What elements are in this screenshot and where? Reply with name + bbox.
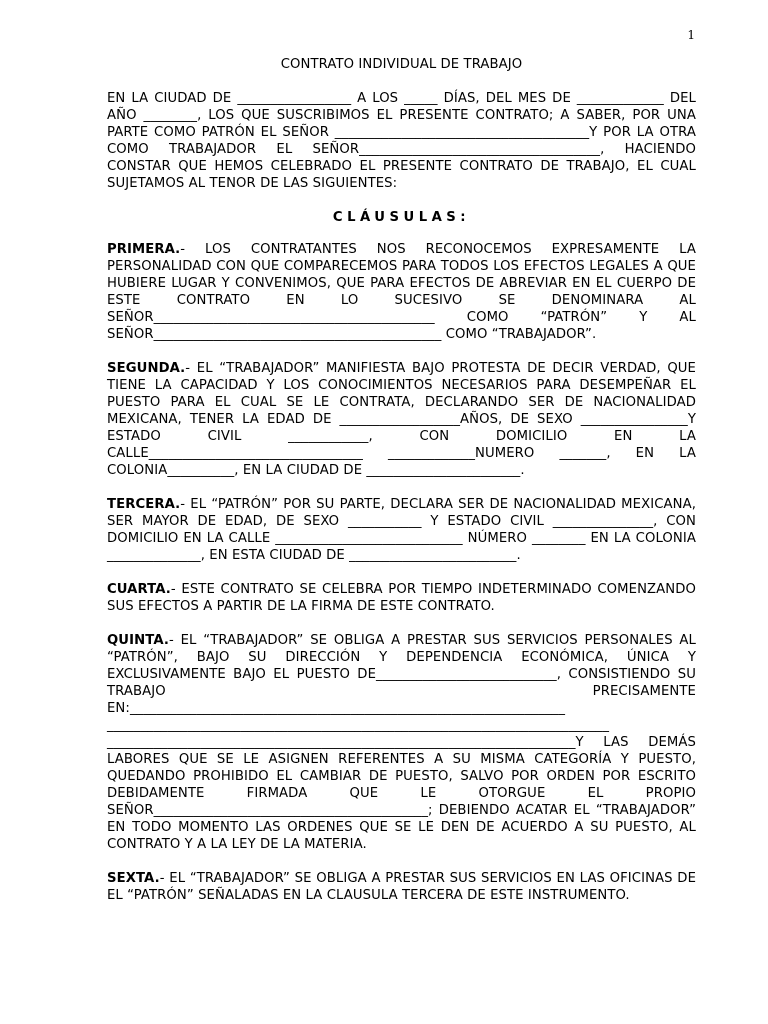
clause-sexta (107, 870, 696, 904)
clause-text: - EL “PATRÓN” POR SU PARTE, DECLARA SER DE NACIONALIDAD MEXICANA, SER MAYOR DE EDAD, DE SEXO ___________ Y ESTADO CIVIL _______________, CON DOMICILIO EN LA CALLE ____________________________ NÚMERO ________ EN LA COLONIA ______________, EN ESTA CIUDAD DE _________________________. (107, 497, 696, 563)
clause-segunda (107, 360, 696, 479)
document-title: CONTRATO INDIVIDUAL DE TRABAJO (280, 57, 523, 72)
clause-label: CUARTA. (107, 582, 171, 597)
clause-primera (107, 241, 696, 343)
clause-label: QUINTA. (107, 633, 169, 648)
clause-text: - EL “TRABAJADOR” SE OBLIGA A PRESTAR SUS SERVICIOS EN LAS OFICINAS DE EL “PATRÓN” SEÑALADAS EN LA CLAUSULA TERCERA DE ESTE INSTRUMENTO. (107, 871, 696, 903)
clause-text: - EL “TRABAJADOR” SE OBLIGA A PRESTAR SUS SERVICIOS PERSONALES AL “PATRÓN”, BAJO SU DIRECCIÓN Y DEPENDENCIA ECONÓMICA, ÚNICA Y EXCLUSIVAMENTE BAJO EL PUESTO DE___________________________, CONSISTIENDO SU TRABAJO PRECISAMENTE EN:_________________________________________________________________ ___________________________________________________________________________ ______________________________________________________________________Y LAS DEMÁS LABORES QUE SE LE ASIGNEN REFERENTES A SU MISMA CATEGORÍA Y PUESTO, QUEDANDO PROHIBIDO EL CAMBIAR DE PUESTO, SALVO POR ORDEN POR ESCRITO DEBIDAMENTE FIRMADA QUE LE OTORGUE EL PROPIO SEÑOR_________________________________________; DEBIENDO ACATAR EL “TRABAJADOR” EN TODO MOMENTO LAS ORDENES QUE SE LE DEN DE ACUERDO A SU PUESTO, AL CONTRATO Y A LA LEY DE LA MATERIA. (107, 633, 696, 852)
clause-label: TERCERA. (107, 497, 181, 512)
clause-label: SEXTA. (107, 871, 160, 886)
clause-label: SEGUNDA. (107, 361, 186, 376)
clause-label: PRIMERA. (107, 242, 181, 257)
clause-text: - LOS CONTRATANTES NOS RECONOCEMOS EXPRESAMENTE LA PERSONALIDAD CON QUE COMPARECEMOS PARA TODOS LOS EFECTOS LEGALES A QUE HUBIERE LUGAR Y CONVENIMOS, QUE PARA EFECTOS DE ABREVIAR EN EL CUERPO DE ESTE CONTRATO EN LO SUCESIVO SE DENOMINARA AL SEÑOR__________________________________________ COMO “PATRÓN” Y AL SEÑOR___________________________________________ COMO “TRABAJADOR”. (107, 242, 696, 342)
clause-cuarta (107, 581, 696, 615)
clausulas-heading: CLÁUSULAS: (332, 210, 471, 225)
clause-tercera (107, 496, 696, 564)
contract-document (107, 56, 696, 921)
clause-quinta (107, 632, 696, 853)
page-number: 1 (687, 28, 695, 42)
clause-text: - EL “TRABAJADOR” MANIFIESTA BAJO PROTESTA DE DECIR VERDAD, QUE TIENE LA CAPACIDAD Y LOS CONOCIMIENTOS NECESARIOS PARA DESEMPEÑAR EL PUESTO PARA EL CUAL SE LE CONTRATA, DECLARANDO SER DE NACIONALIDAD MEXICANA, TENER LA EDAD DE __________________AÑOS, DE SEXO ________________Y ESTADO CIVIL ____________, CON DOMICILIO EN LA CALLE________________________________ _____________NUMERO _______, EN LA COLONIA__________, EN LA CIUDAD DE _______________________. (107, 361, 696, 478)
clause-text: - ESTE CONTRATO SE CELEBRA POR TIEMPO INDETERMINADO COMENZANDO SUS EFECTOS A PARTIR DE LA FIRMA DE ESTE CONTRATO. (107, 582, 696, 614)
intro-paragraph: EN LA CIUDAD DE _________________ A LOS _____ DÍAS, DEL MES DE _____________ DEL AÑO ________, LOS QUE SUSCRIBIMOS EL PRESENTE CONTRATO; A SABER, POR UNA PARTE COMO PATRÓN EL SEÑOR ______________________________________Y POR LA OTRA COMO TRABAJADOR EL SEÑOR____________________________________, HACIENDO CONSTAR QUE HEMOS CELEBRADO EL PRESENTE CONTRATO DE TRABAJO, EL CUAL SUJETAMOS AL TENOR DE LAS SIGUIENTES: (107, 91, 696, 191)
